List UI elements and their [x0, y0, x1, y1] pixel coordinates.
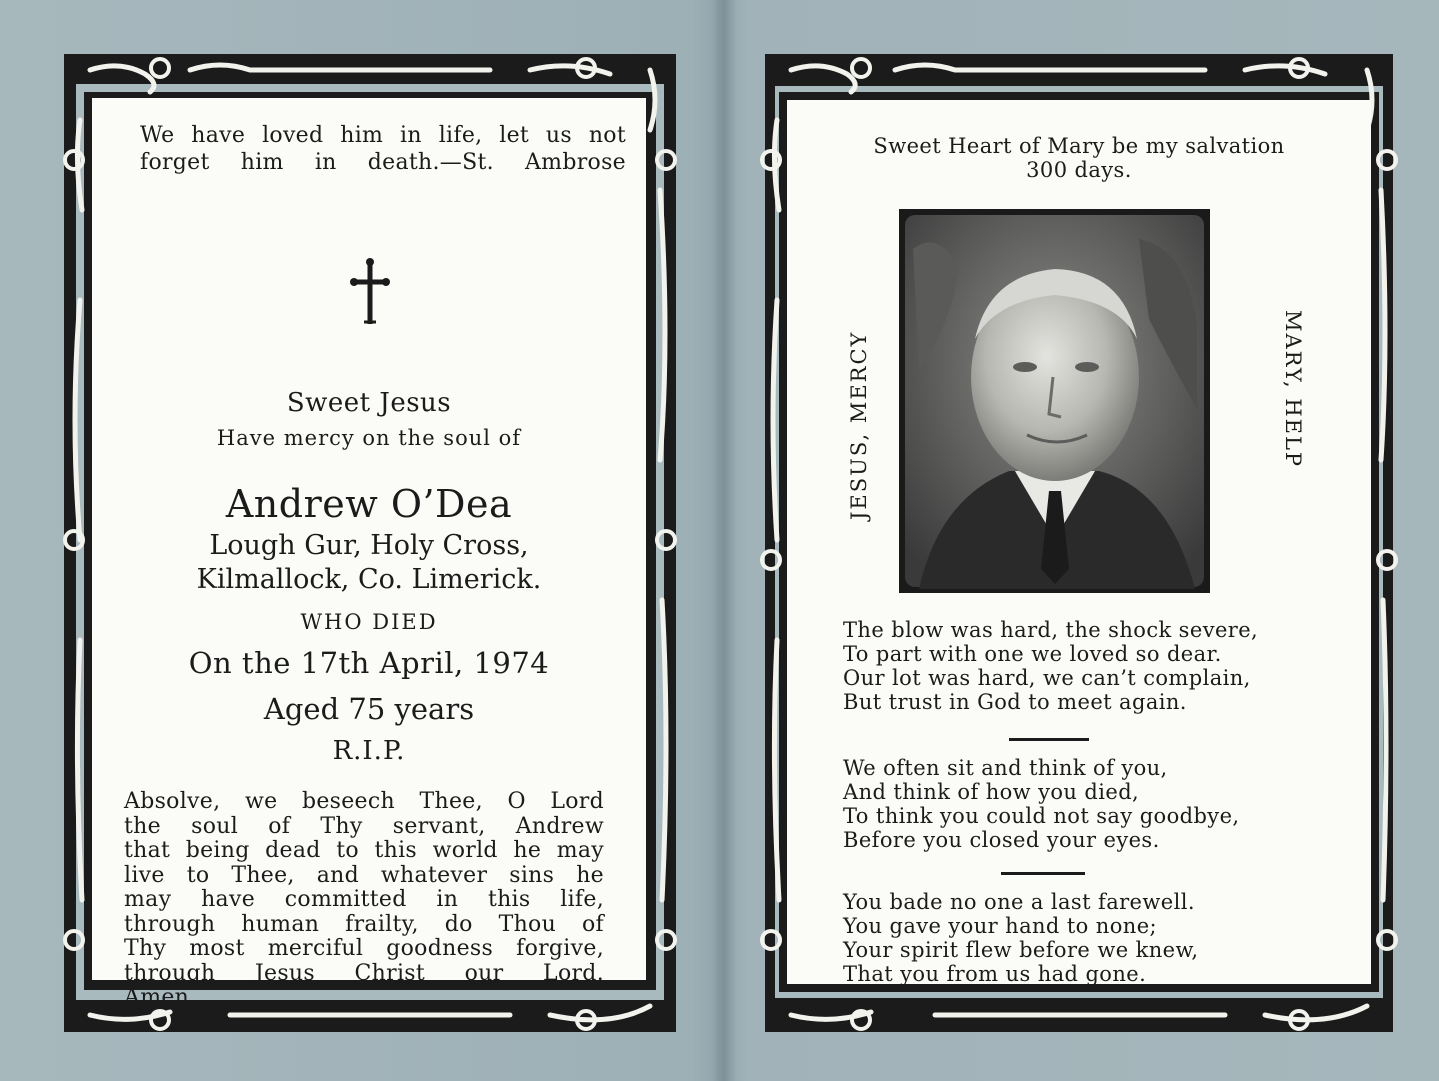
prayer-line: the soul of Thy servant, Andrew — [124, 813, 604, 839]
side-text-mary-help: MARY, HELP — [1281, 310, 1305, 469]
prayer-line: through Jesus Christ our Lord. — [124, 960, 604, 986]
verse-line: To part with one we loved so dear. — [843, 642, 1222, 666]
indulgence-days: 300 days. — [1026, 158, 1132, 182]
verse-line: But trust in God to meet again. — [843, 690, 1187, 714]
prayer-line: Absolve, we beseech Thee, O Lord — [124, 789, 604, 814]
prayer-line: live to Thee, and whatever sins he — [124, 862, 604, 888]
verse-line: Before you closed your eyes. — [843, 828, 1160, 852]
portrait-image — [899, 209, 1210, 593]
verse-3 — [843, 890, 1343, 986]
verse-line: That you from us had gone. — [843, 962, 1147, 986]
card-fold — [712, 0, 736, 1081]
verse-line: The blow was hard, the shock severe, — [843, 618, 1259, 642]
prayer-line: Thy most merciful goodness forgive, — [124, 936, 604, 961]
verse-line: Our lot was hard, we can’t complain, — [843, 666, 1251, 690]
left-card-panel — [92, 98, 646, 1010]
verse-line: You bade no one a last farewell. — [843, 890, 1195, 914]
epigraph-line: We have loved him in life, let us not — [140, 123, 626, 148]
rip: R.I.P. — [332, 736, 406, 766]
verse-line: Your spirit flew before we knew, — [843, 938, 1199, 962]
portrait-photo — [899, 209, 1210, 593]
cross-icon — [350, 258, 390, 326]
side-text-jesus-mercy: JESUS, MERCY — [847, 330, 871, 520]
indulgence-line: Sweet Heart of Mary be my salvation — [873, 134, 1285, 158]
have-mercy-line: Have mercy on the soul of — [216, 426, 522, 450]
address-line: Lough Gur, Holy Cross, — [209, 530, 529, 561]
left-card — [50, 40, 690, 1045]
sweet-jesus: Sweet Jesus — [286, 388, 452, 418]
verse-line: And think of how you died, — [843, 780, 1140, 804]
age-line: Aged 75 years — [263, 692, 475, 726]
epigraph — [140, 122, 626, 176]
epigraph-line: forget him in death.—St. Ambrose — [140, 150, 626, 175]
verse-line: We often sit and think of you, — [843, 756, 1168, 780]
prayer-line: may have committed in this life, — [124, 887, 604, 912]
deceased-name: Andrew O’Dea — [225, 482, 513, 526]
who-died: WHO DIED — [300, 610, 438, 634]
verse-line: You gave your hand to none; — [843, 914, 1157, 938]
address-line: Kilmallock, Co. Limerick. — [196, 564, 542, 595]
right-card — [755, 40, 1403, 1045]
verse-divider — [1009, 738, 1089, 741]
prayer-line: through human frailty, do Thou of — [124, 911, 604, 937]
death-date: On the 17th April, 1974 — [188, 646, 550, 680]
verse-2 — [843, 756, 1343, 852]
absolution-prayer — [124, 790, 604, 1011]
prayer-line: Amen. — [124, 985, 197, 1010]
right-card-panel — [787, 100, 1371, 984]
prayer-line: that being dead to this world he may — [124, 838, 604, 863]
verse-divider — [1001, 872, 1085, 875]
verse-line: To think you could not say goodbye, — [843, 804, 1240, 828]
verse-1 — [843, 618, 1343, 714]
